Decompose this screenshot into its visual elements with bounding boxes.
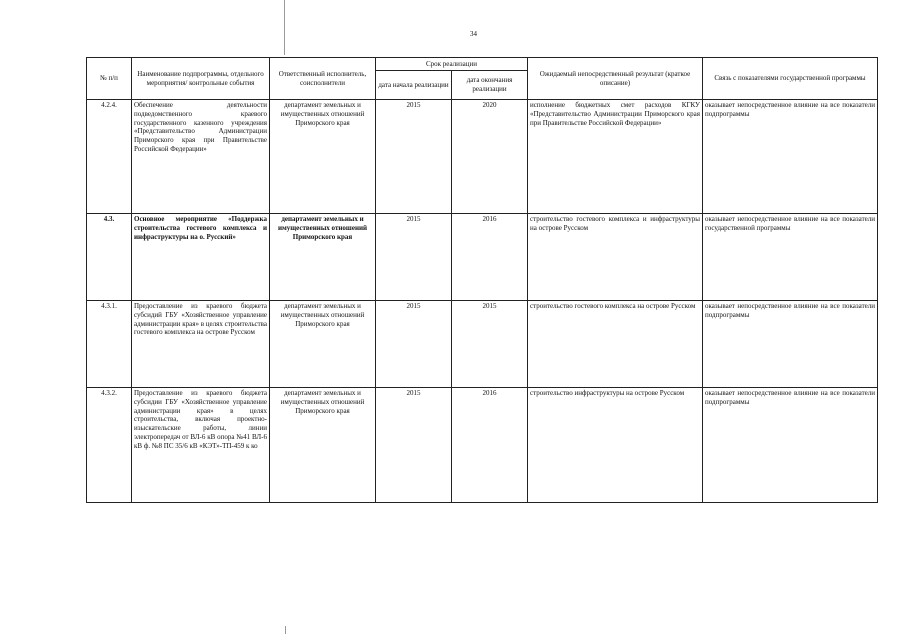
fold-tick <box>285 626 286 634</box>
header-period: Срок реализации <box>376 58 528 71</box>
row-link: оказывает непосредственное влияние на все показатели государственной программы <box>703 214 878 301</box>
table-row <box>87 214 878 301</box>
header-start: дата начала реализации <box>376 71 452 100</box>
row-start: 2015 <box>376 301 452 388</box>
row-end: 2020 <box>452 100 528 214</box>
program-measures-table <box>86 57 878 503</box>
header-num: № п/п <box>87 58 132 100</box>
table-header <box>87 58 878 100</box>
row-end: 2016 <box>452 388 528 503</box>
row-start: 2015 <box>376 388 452 503</box>
header-end: дата окончания реализации <box>452 71 528 100</box>
header-link: Связь с показателями государственной программы <box>703 58 878 100</box>
header-executor: Ответственный исполнитель, соисполнители <box>270 58 376 100</box>
row-result: исполнение бюджетных смет расходов КГКУ «Представительство Администрации Приморского края при Правительстве Российской Федерации» <box>528 100 703 214</box>
row-executor: департамент земельных и имущественных отношений Приморского края <box>270 388 376 503</box>
header-name: Наименование подпрограммы, отдельного мероприятия/ контрольные события <box>132 58 270 100</box>
header-result: Ожидаемый непосредственный результат (краткое описание) <box>528 58 703 100</box>
row-result: строительство гостевого комплекса и инфраструктуры на острове Русском <box>528 214 703 301</box>
row-executor: департамент земельных и имущественных отношений Приморского края <box>270 301 376 388</box>
row-link: оказывает непосредственное влияние на все показатели подпрограммы <box>703 388 878 503</box>
row-name: Предоставление из краевого бюджета субсидии ГБУ «Хозяйственное управление администрации края» в целях строительства, включая проектно-изыскательские работы, линии электропередач от ВЛ-6 кВ опора №41 ВЛ-6 кВ ф. №8 ПС 35/6 кВ «КЭТ»-ТП-459 к ко <box>132 388 270 503</box>
row-result: строительство инфраструктуры на острове Русском <box>528 388 703 503</box>
table-row <box>87 301 878 388</box>
row-link: оказывает непосредственное влияние на все показатели подпрограммы <box>703 301 878 388</box>
fold-line <box>284 0 285 55</box>
row-start: 2015 <box>376 100 452 214</box>
row-num: 4.2.4. <box>87 100 132 214</box>
row-name: Основное мероприятие «Поддержка строительства гостевого комплекса и инфраструктуры на о. Русский» <box>132 214 270 301</box>
table-row <box>87 100 878 214</box>
row-result: строительство гостевого комплекса на острове Русском <box>528 301 703 388</box>
row-num: 4.3.2. <box>87 388 132 503</box>
row-end: 2015 <box>452 301 528 388</box>
page-number: 34 <box>470 30 477 38</box>
table-row <box>87 388 878 503</box>
row-executor: департамент земельных и имущественных отношений Приморского края <box>270 214 376 301</box>
row-name: Предоставление из краевого бюджета субсидий ГБУ «Хозяйственное управление администрации края» в целях строительства гостевого комплекса на острове Русском <box>132 301 270 388</box>
row-executor: департамент земельных и имущественных отношений Приморского края <box>270 100 376 214</box>
row-num: 4.3.1. <box>87 301 132 388</box>
row-link: оказывает непосредственное влияние на все показатели подпрограммы <box>703 100 878 214</box>
row-start: 2015 <box>376 214 452 301</box>
row-num: 4.3. <box>87 214 132 301</box>
row-name: Обеспечение деятельности подведомственного краевого государственного казенного учреждения «Представительство Администрации Приморского края при Правительстве Российской Федерации» <box>132 100 270 214</box>
row-end: 2016 <box>452 214 528 301</box>
